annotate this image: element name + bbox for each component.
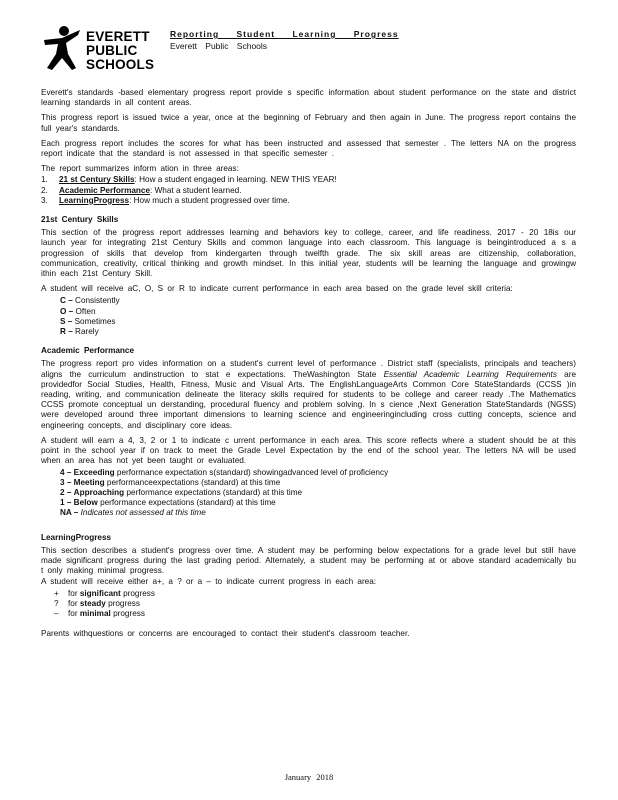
- academic-paragraph-1: The progress report pro vides information on a student's current level of performance . District staff (specialists, principals and teachers) aligns the curriculum andinstruction to stat e expectations. TheWashington State Essential Academic Learning Requirements are providedfor Social Studies, Health, Fitness, Music and Visual Arts. The EnglishLanguageArts Common Core StateStandards (CCSS )in reading, writing, and communication delineate the literacy skills required for students to be college and career ready .The Mathematics CCSS promote conceptual un derstanding, procedural fluency and problem solving. In s cience ,Next Generation StateStandards (NGSS) were developed around three important dimensions to learning science and engineeringincluding cross cutting concepts, science and engineering concepts, and disciplinary core ideas.: [41, 359, 577, 430]
- area-item: 3. LearningProgress: How much a student progressed over time.: [41, 195, 290, 205]
- mark-item: ? for steady progress: [54, 598, 140, 608]
- code-item: R – Rarely: [60, 327, 99, 337]
- academic-heading: Academic Performance: [41, 346, 135, 356]
- century-heading: 21st Century Skills: [41, 215, 119, 225]
- area-name: Academic Performance: [59, 185, 151, 195]
- area-desc: : How much a student progressed over time.: [129, 195, 290, 205]
- area-desc: : What a student learned.: [150, 185, 242, 195]
- progress-paragraph-2: A student will receive either a+, a ? or a – to indicate current progress in each area:: [41, 577, 377, 587]
- mark-item: – for minimal progress: [54, 608, 145, 618]
- report-body: [41, 88, 576, 644]
- intro-paragraph-2: This progress report is issued twice a year, once at the beginning of February and then again in June. The progress report contains the full year's standards.: [41, 113, 576, 133]
- area-desc: : How a student engaged in learning. NEW THIS YEAR!: [134, 175, 337, 185]
- closing-paragraph: Parents withquestions or concerns are encouraged to contact their student's classroom teacher.: [41, 629, 410, 639]
- logo-line-schools: SCHOOLS: [86, 57, 155, 72]
- everett-public-schools-logo: [40, 24, 164, 80]
- mark-item: + for significant progress: [54, 588, 155, 598]
- logo-line-public: PUBLIC: [86, 43, 138, 58]
- area-name: LearningProgress: [59, 195, 130, 205]
- academic-levels-list: [41, 468, 576, 519]
- level-item: 1 – Below performance expectations (standard) at this time: [60, 498, 276, 508]
- century-paragraph-1: This section of the progress report addresses learning and behaviors key to college, career, and life readiness. 2017 - 20 18is our launch year for integrating 21st Century Skills and common language into each classroom. This language is beingintroduced a s a progression of skills that develop from kindergarten through twelfth grade. The six skill areas are citizenship, collaboration, communication, creativity, critical thinking and growth mindset. In this initial year, students will be learning the language and growingw ithin each 21st Century Skill.: [41, 228, 576, 279]
- intro-paragraph-1: Everett's standards -based elementary progress report provide s specific information about student performance on the state and district learning standards in all content areas.: [41, 88, 576, 108]
- level-item: 2 – Approaching performance expectations (standard) at this time: [60, 487, 303, 497]
- report-areas-list: [41, 175, 576, 206]
- intro-paragraph-3: Each progress report includes the scores for what has been instructed and assessed that semester . The letters NA on the progress report indicate that the standard is not assessed in that specific semester .: [41, 138, 576, 159]
- area-name: 21 st Century Skills: [59, 175, 135, 185]
- academic-paragraph-2: A student will earn a 4, 3, 2 or 1 to indicate c urrent performance in each area. This score reflects where a student should be at this point in the school year if on track to meet the Grade Level Expectation by the end of the school year. The letters NA will be used when an area has not yet been taught or evaluated.: [41, 435, 576, 466]
- person-figure-icon: [40, 24, 84, 78]
- logo-line-everett: EVERETT: [86, 29, 150, 44]
- level-item: 4 – Exceeding performance expectation s(standard) showingadvanced level of proficiency: [60, 467, 389, 477]
- area-item: 2. Academic Performance: What a student learned.: [41, 185, 242, 195]
- intro-paragraph-4: The report summarizes inform ation in three areas:: [41, 164, 239, 174]
- footer-date: January 2018: [284, 772, 334, 782]
- level-item: NA – Indicates not assessed at this time: [60, 508, 206, 518]
- progress-paragraph-1: This section describes a student's progress over time. A student may be performing below expectations for a grade level but still have made significant progress during the last grading period. Alternately, a student may be performing at or above standard academically bu t only making minimal progress.: [41, 545, 576, 576]
- century-codes-list: [41, 296, 576, 337]
- document-title: Reporting Student Learning Progress: [170, 29, 399, 39]
- code-item: S – Sometimes: [60, 316, 116, 326]
- progress-marks-list: [41, 589, 576, 620]
- level-item: 3 – Meeting performanceexpectations (standard) at this time: [60, 477, 281, 487]
- century-paragraph-2: A student will receive aC, O, S or R to indicate current performance in each area based on the grade level skill criteria:: [41, 284, 513, 294]
- area-item: 1. 21 st Century Skills: How a student engaged in learning. NEW THIS YEAR!: [41, 175, 337, 185]
- code-item: C – Consistently: [60, 296, 120, 306]
- document-subtitle: Everett Public Schools: [170, 41, 268, 51]
- progress-heading: LearningProgress: [41, 532, 112, 542]
- code-item: O – Often: [60, 306, 96, 316]
